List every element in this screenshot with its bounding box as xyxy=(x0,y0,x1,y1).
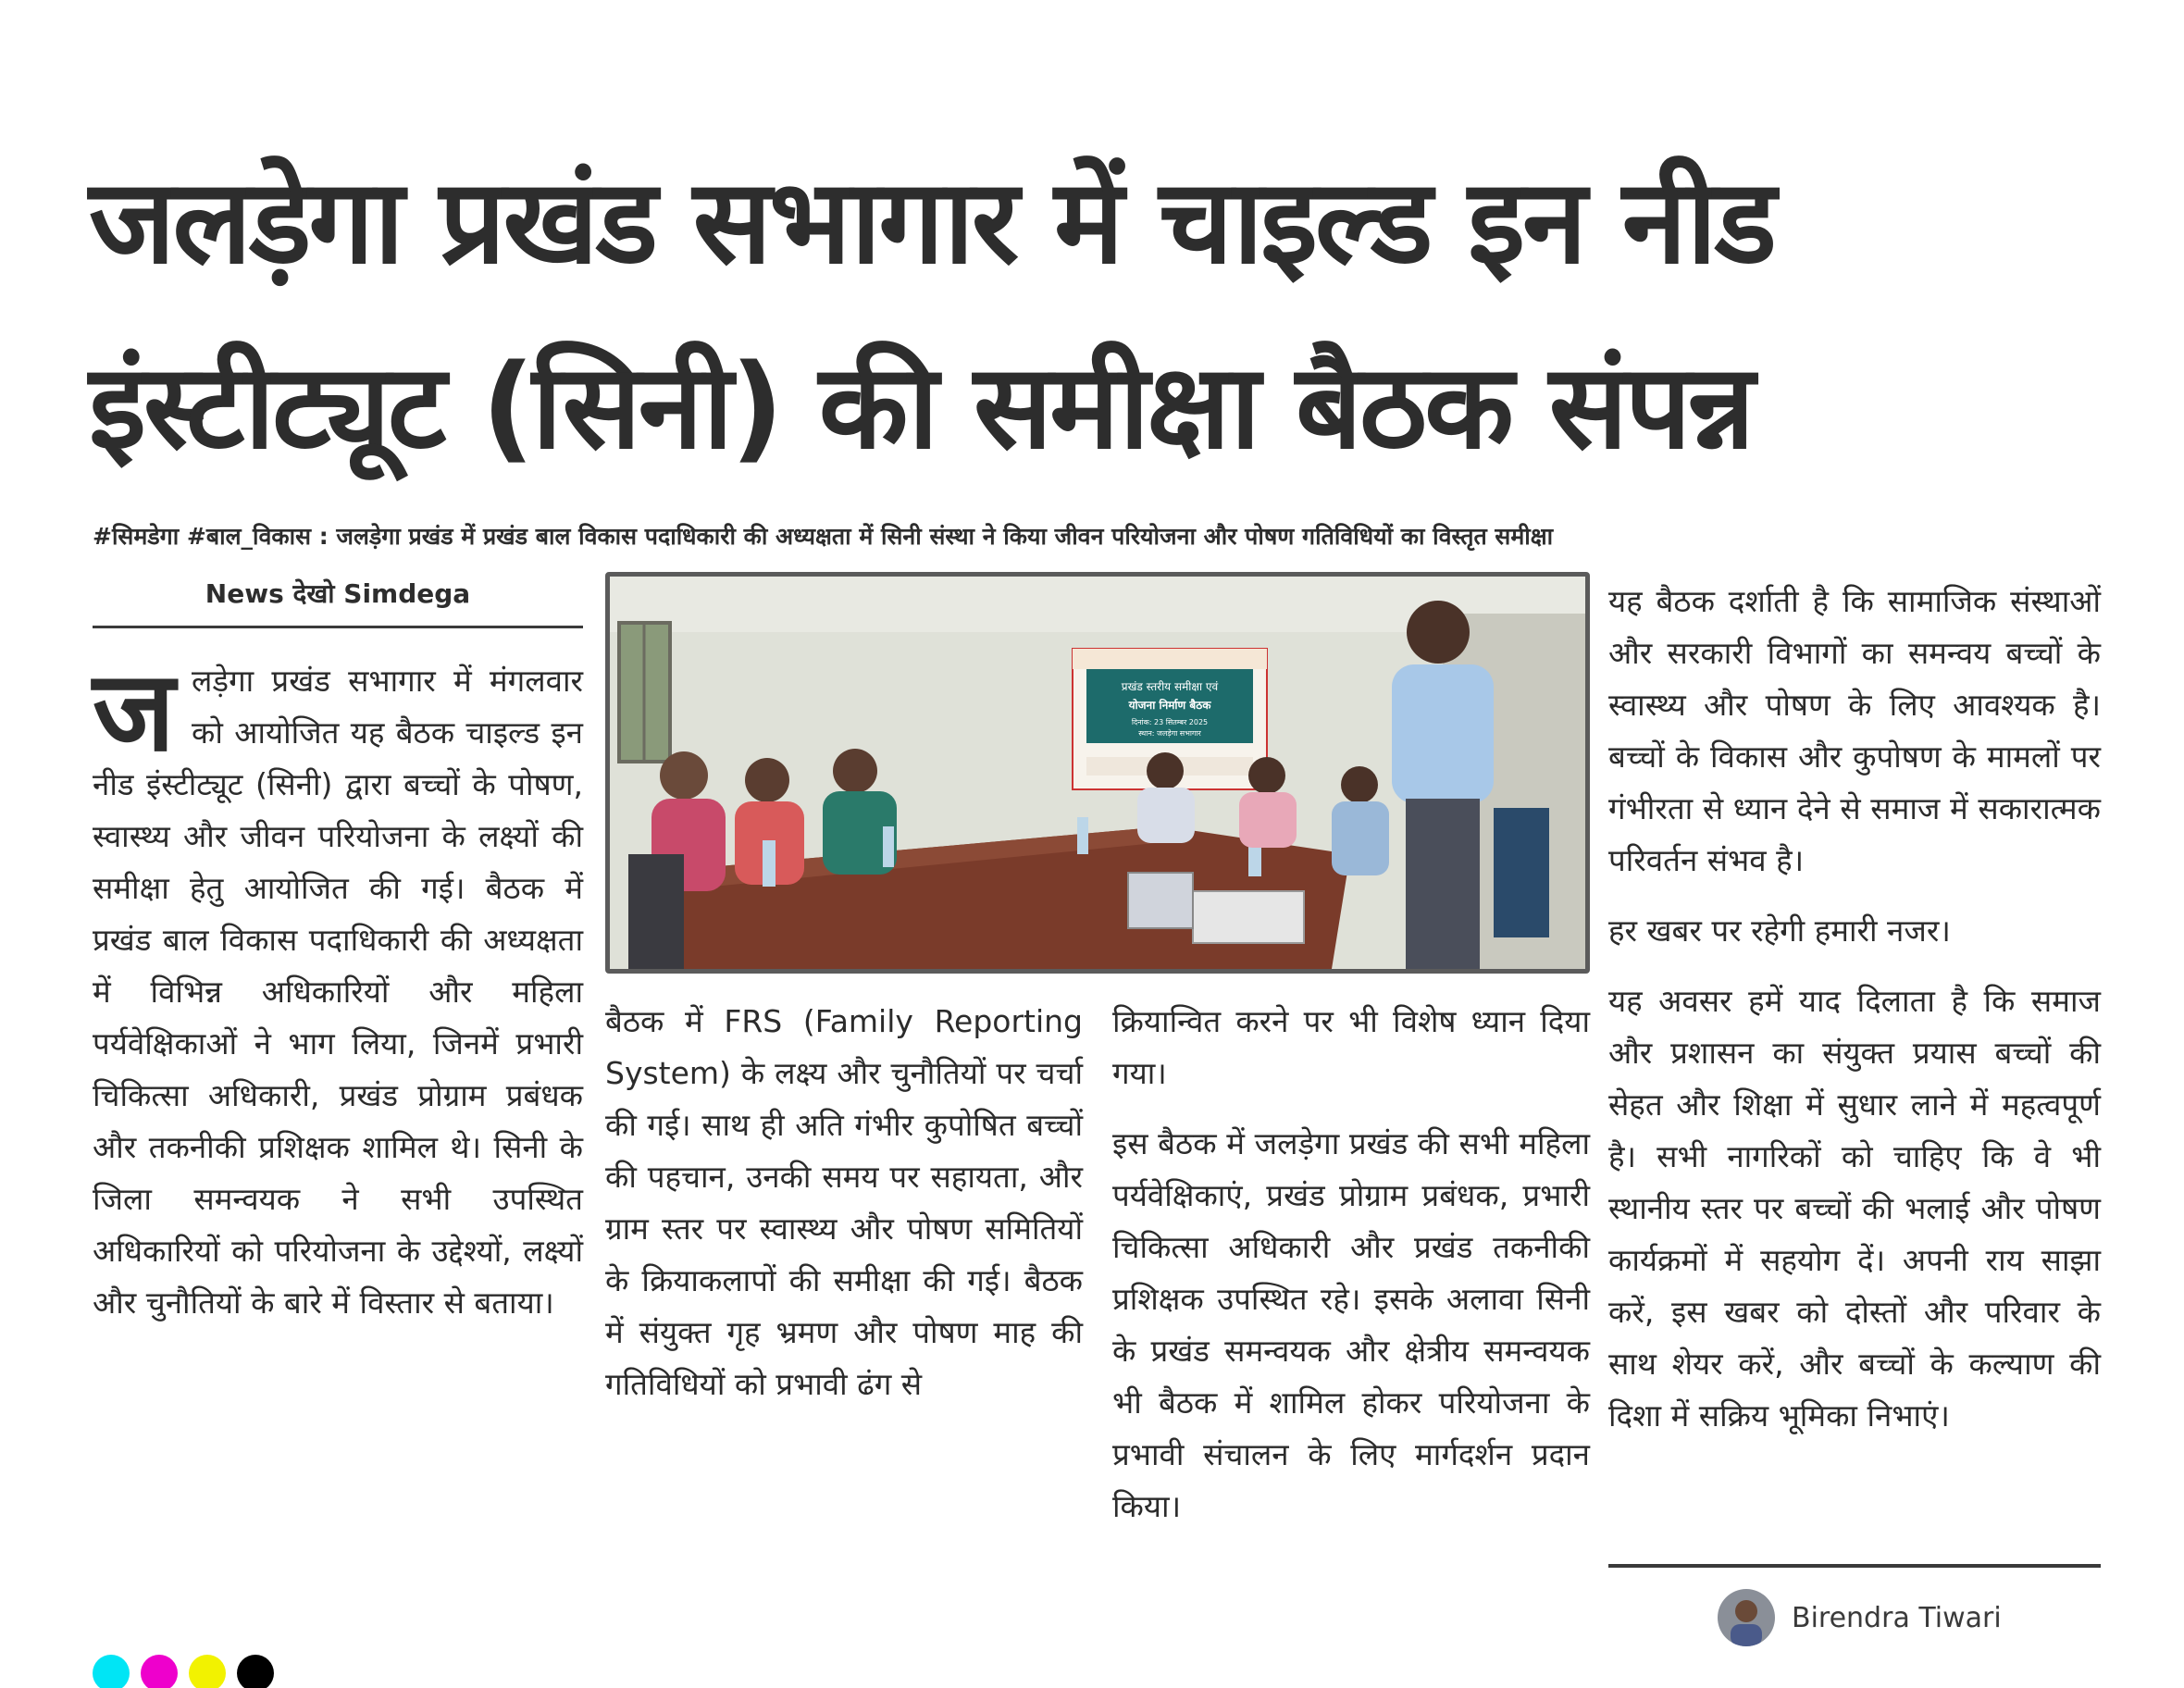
column-4-paragraph-1: यह बैठक दर्शाती है कि सामाजिक संस्थाओं और सरकारी विभागों का समन्वय बच्चों के स्वास्थ्य और पोषण के लिए आवश्यक है। बच्चों के विकास और कुपोषण के मामलों पर गंभीरता से ध्यान देने से समाज में सकारात्मक परिवर्तन संभव है। xyxy=(1608,583,2101,878)
column-2-paragraph-1: बैठक में FRS (Family Reporting System) के लक्ष्य और चुनौतियों पर चर्चा की गई। साथ ही अति गंभीर कुपोषित बच्चों की पहचान, उनकी समय पर सहायता, और ग्राम स्तर पर स्वास्थ्य और पोषण समितियों के क्रियाकलापों की समीक्षा की गई। बैठक में संयुक्त गृह भ्रमण और पोषण माह की गतिविधियों को प्रभावी ढंग से xyxy=(605,1003,1083,1402)
column-4-paragraph-3: यह अवसर हमें याद दिलाता है कि समाज और प्रशासन का संयुक्त प्रयास बच्चों की सेहत और शिक्षा में सुधार लाने में महत्वपूर्ण है। सभी नागरिकों को चाहिए कि वे भी स्थानीय स्तर पर बच्चों की भलाई और पोषण कार्यक्रमों में सहयोग दें। अपनी राय साझा करें, इस खबर को दोस्तों और परिवार के साथ शेयर करें, और बच्चों के कल्याण की दिशा में सक्रिय भूमिका निभाएं। xyxy=(1608,983,2101,1434)
column-1-text: लड़ेगा प्रखंड सभागार में मंगलवार को आयोजित यह बैठक चाइल्ड इन नीड इंस्टीट्यूट (सिनी) द्वारा बच्चों के पोषण, स्वास्थ्य और जीवन परियोजना के लक्ष्यों की समीक्षा हेतु आयोजित की गई। बैठक में प्रखंड बाल विकास पदाधिकारी की अध्यक्षता में विभिन्न अधिकारियों और महिला पर्यवेक्षिकाओं ने भाग लिया, जिनमें प्रभारी चिकित्सा अधिकारी, प्रखंड प्रोग्राम प्रबंधक और तकनीकी प्रशिक्षक शामिल थे। सिनी के जिला समन्वयक ने सभी उपस्थित अधिकारियों को परियोजना के उद्देश्यों, लक्ष्यों और चुनौतियों के बारे में विस्तार से बताया। xyxy=(93,663,583,1321)
drop-cap: ज xyxy=(93,648,176,776)
cyan-dot xyxy=(93,1655,130,1688)
byline-divider xyxy=(93,626,583,628)
meeting-photo-illustration xyxy=(610,577,1585,969)
author-name: Birendra Tiwari xyxy=(1792,1601,2002,1634)
article-end-divider xyxy=(1608,1564,2101,1568)
magenta-dot xyxy=(141,1655,178,1688)
headline xyxy=(89,130,2106,500)
yellow-dot xyxy=(189,1655,226,1688)
headline-line-1: जलड़ेगा प्रखंड सभागार में चाइल्ड इन नीड xyxy=(89,154,1774,290)
black-dot xyxy=(237,1655,274,1688)
article-column-3 xyxy=(1112,996,1590,1551)
column-3-paragraph-2: इस बैठक में जलड़ेगा प्रखंड की सभी महिला पर्यवेक्षिकाएं, प्रखंड प्रोग्राम प्रबंधक, प्रभारी चिकित्सा अधिकारी और प्रखंड तकनीकी प्रशिक्षक उपस्थित रहे। इसके अलावा सिनी के प्रखंड समन्वयक और क्षेत्रीय समन्वयक भी बैठक में शामिल होकर परियोजना के प्रभावी संचालन के लिए मार्गदर्शन प्रदान किया। xyxy=(1112,1125,1590,1524)
article-column-1 xyxy=(93,648,583,1329)
article-photo xyxy=(605,572,1590,974)
banner-line-4: स्थान: जलड़ेगा सभागार xyxy=(1138,729,1201,738)
column-3-paragraph-1: क्रियान्वित करने पर भी विशेष ध्यान दिया गया। xyxy=(1112,1003,1590,1091)
column-4-paragraph-2: हर खबर पर रहेगी हमारी नजर। xyxy=(1608,912,1951,949)
banner-line-3: दिनांक: 23 सितम्बर 2025 xyxy=(1131,718,1209,726)
banner-line-2: योजना निर्माण बैठक xyxy=(1128,699,1211,712)
article-column-2 xyxy=(605,996,1083,1429)
subheadline: #सिमडेगा #बाल_विकास : जलड़ेगा प्रखंड में प्रखंड बाल विकास पदाधिकारी की अध्यक्षता में सिनी संस्था ने किया जीवन परियोजना और पोषण गतिविधियों का विस्तृत समीक्षा xyxy=(93,523,1554,550)
author-credit xyxy=(1718,1588,2002,1647)
article-column-4 xyxy=(1608,576,2101,1460)
headline-line-2: इंस्टीट्यूट (सिनी) की समीक्षा बैठक संपन्न xyxy=(89,339,1753,475)
byline: News देखो Simdega xyxy=(205,578,471,609)
author-avatar xyxy=(1718,1589,1775,1646)
banner-line-1: प्रखंड स्तरीय समीक्षा एवं xyxy=(1121,680,1219,693)
cmyk-registration-marks xyxy=(93,1655,274,1688)
